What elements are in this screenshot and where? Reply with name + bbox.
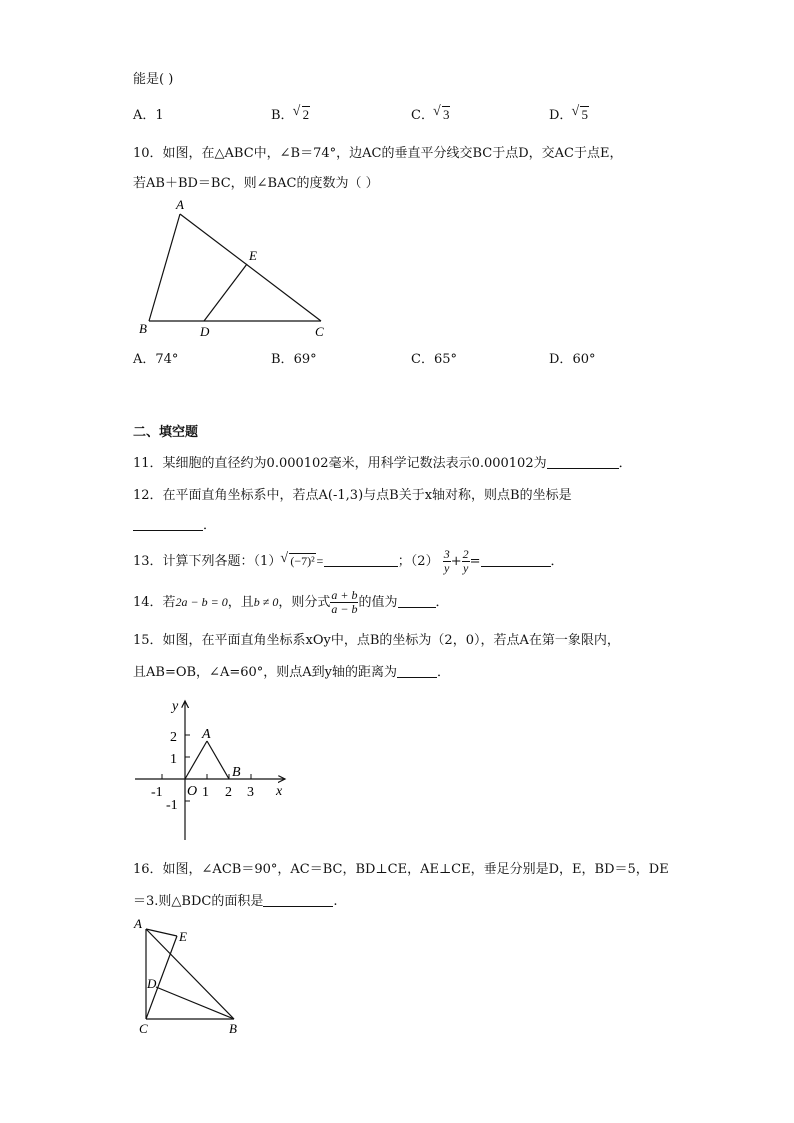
q15-coordinate-graph [130, 695, 295, 845]
q9-option-d[interactable]: D．√ 5 [549, 104, 589, 123]
q15-x-tick-neg1: -1 [151, 785, 163, 800]
q9-tail-text: 能是( ) [133, 72, 174, 87]
q15-x-tick-1: 1 [202, 785, 209, 800]
q13-fraction-1: $\frac{3}{y}$ [443, 547, 450, 575]
q15-x-axis-label: x [276, 784, 283, 799]
q12-answer-line: ． [133, 514, 216, 533]
q15-x-tick-3: 3 [247, 785, 254, 800]
q10-label-b: B [139, 321, 147, 336]
q15-line1: 15．如图，在平面直角坐标系xOy中，点B的坐标为（2，0），若点A在第一象限内， [133, 633, 620, 648]
q15-x-tick-2: 2 [225, 785, 232, 800]
q12-answer-blank[interactable] [133, 516, 203, 531]
q10-label-e: E [249, 248, 257, 263]
q10-line1: 10．如图，在△ABC中，∠B＝74°，边AC的垂直平分线交BC于点D，交AC于点E， [133, 146, 623, 161]
q11: 11．某细胞的直径约为0.000102毫米，用科学记数法表示0.000102为 ． [133, 456, 632, 471]
q15-y-axis-label: y [172, 699, 179, 714]
q10-triangle-figure [136, 196, 336, 342]
q10-label-c: C [315, 324, 324, 339]
q10-option-d[interactable]: D．60° [549, 352, 596, 367]
q16-label-e: E [179, 929, 187, 944]
q15-point-a-label: A [202, 727, 211, 742]
q12-text: 12．在平面直角坐标系中，若点A(-1,3)与点B关于x轴对称，则点B的坐标是 [133, 488, 572, 503]
q10-option-b[interactable]: B．69° [271, 352, 317, 367]
q15-answer-blank[interactable] [397, 663, 437, 678]
q9-option-b[interactable]: B．√ 2 [271, 104, 310, 123]
q10-line2: 若AB＋BD＝BC，则∠BAC的度数为（ ） [133, 176, 379, 191]
q14-answer-blank[interactable] [398, 593, 436, 608]
q16-line1: 16．如图，∠ACB＝90°，AC＝BC，BD⊥CE，AE⊥CE，垂足分别是D，E，BD＝5，DE [133, 862, 669, 877]
q16-label-d: D [147, 976, 157, 991]
q11-answer-blank[interactable] [547, 454, 619, 469]
q13-answer-blank-2[interactable] [481, 552, 551, 567]
q9-option-a[interactable]: A．1 [133, 108, 164, 123]
q16-label-c: C [139, 1021, 148, 1036]
q10-label-a: A [176, 197, 184, 212]
q15-point-b-label: B [232, 765, 241, 780]
q14-fraction: $\frac{a + b}{a - b}$ [331, 588, 358, 616]
section-heading: 二、填空题 [133, 425, 199, 440]
q13: 13．计算下列各题：（1）√ (−7)²= ；（2） $\frac{3}{y}$ + $\frac{2}{y}$ = ． [133, 548, 564, 575]
q15-origin-label: O [187, 784, 198, 799]
q16-label-a: A [134, 916, 142, 931]
q16-label-b: B [229, 1021, 237, 1036]
q15-y-tick-neg1: -1 [166, 798, 178, 813]
q15-y-tick-2: 2 [170, 730, 177, 745]
q9-option-c[interactable]: C．√ 3 [411, 104, 450, 123]
q14: 14．若2a − b = 0，且b ≠ 0，则分式 $\frac{a + b}{a - b}$ 的值为 ． [133, 588, 449, 616]
q13-fraction-2: $\frac{2}{y}$ [462, 547, 469, 575]
q16-answer-blank[interactable] [263, 892, 333, 907]
q15-y-tick-1: 1 [170, 752, 177, 767]
q13-answer-blank-1[interactable] [324, 552, 398, 567]
q15-line2: 且AB=OB，∠A=60°，则点A到y轴的距离为 ． [133, 665, 451, 680]
q10-label-d: D [200, 324, 210, 339]
q16-line2: ＝3.则△BDC的面积是 . [133, 894, 338, 909]
q16-triangle-figure [130, 914, 250, 1039]
q10-option-a[interactable]: A．74° [133, 352, 179, 367]
q10-option-c[interactable]: C．65° [411, 352, 457, 367]
